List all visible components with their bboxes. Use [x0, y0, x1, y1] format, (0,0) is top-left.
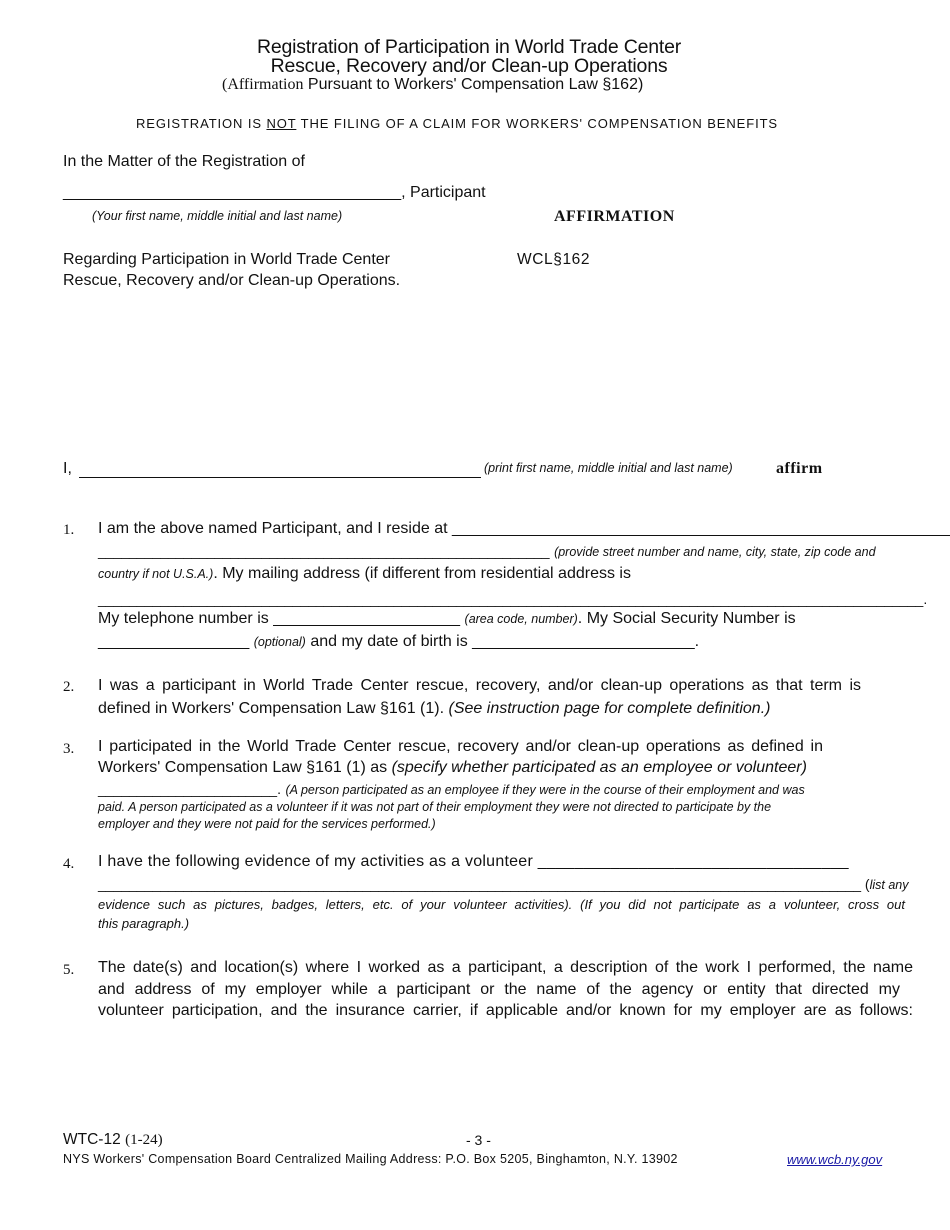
item3-line3 — [98, 781, 805, 799]
item3-employee-definition: (A person participated as an employee if they were in the course of their employment and was — [285, 783, 805, 797]
item1-ssn-field[interactable]: _________________ — [98, 633, 250, 650]
item1-number: 1. — [63, 522, 75, 538]
item1-residence-field[interactable]: I am the above named Participant, and I reside at ________________________________________________________ — [98, 520, 950, 537]
form-title-line1: Registration of Participation in World Trade Center — [256, 36, 682, 58]
notice-emphasis: NOT — [266, 116, 297, 131]
item3-specify-note: (specify whether participated as an employee or volunteer) — [391, 759, 807, 776]
item1-country-hint: country if not U.S.A.) — [98, 567, 214, 581]
item1-birthdate-field[interactable]: and my date of birth is _________________________. — [310, 633, 700, 650]
affirmation-heading: AFFIRMATION — [554, 208, 675, 225]
page-number: - 3 - — [466, 1132, 491, 1148]
item4-list-hint: list any — [869, 878, 909, 892]
item5-line3: volunteer participation, and the insurance carrier, if applicable and/or known for my employer are as follows: — [98, 1002, 913, 1019]
item4-number: 4. — [63, 856, 75, 872]
item4-evidence-field[interactable]: I have the following evidence of my activities as a volunteer __________________________________ — [98, 853, 849, 870]
form-subtitle — [222, 76, 643, 94]
subtitle-prefix: (Affirmation — [222, 76, 304, 93]
matter-label: In the Matter of the Registration of — [63, 153, 305, 170]
item5-line1: The date(s) and location(s) where I worked as a participant, a description of the work I performed, the name — [98, 959, 913, 976]
item1-mailing-label: . My mailing address (if different from residential address is — [213, 565, 631, 582]
participant-name-hint: (Your first name, middle initial and last name) — [92, 209, 343, 223]
affirm-prefix: I, — [63, 460, 72, 477]
regarding-line1: Regarding Participation in World Trade Center — [63, 251, 390, 268]
item4-cross-out-note: this paragraph.) — [98, 916, 190, 931]
regarding-line2: Rescue, Recovery and/or Clean-up Operations. — [63, 272, 401, 289]
item1-telephone-hint: (area code, number) — [464, 612, 578, 626]
item3-volunteer-definition: paid. A person participated as a volunteer if it was not part of their employment they were not directed to participate by the — [98, 800, 772, 814]
item2-instruction-note: (See instruction page for complete definition.) — [448, 700, 771, 717]
item3-line1: I participated in the World Trade Center rescue, recovery and/or clean-up operations as defined in — [98, 738, 823, 755]
item1-line5 — [98, 610, 796, 628]
item5-line2: and address of my employer while a participant or the name of the agency or entity that directed my — [98, 981, 900, 998]
form-title-line2: Rescue, Recovery and/or Clean-up Operations — [270, 55, 668, 77]
statute-reference: WCL§162 — [517, 251, 591, 268]
item3-number: 3. — [63, 741, 75, 757]
form-identifier — [63, 1131, 163, 1149]
affirmant-name-hint: (print first name, middle initial and last name) — [484, 461, 733, 475]
registration-notice — [136, 116, 778, 131]
item4-line2 — [98, 876, 909, 894]
item4-evidence-examples: evidence such as pictures, badges, letters, etc. of your volunteer activities). (If you did not participate as a volunteer, cross out — [98, 897, 905, 912]
affirm-word: affirm — [776, 460, 823, 477]
item1-ssn-label: . My Social Security Number is — [577, 610, 796, 627]
item1-mailing-address-field[interactable]: __________________________________________________________________________________________________________. — [98, 591, 928, 607]
notice-before: REGISTRATION IS — [136, 116, 262, 131]
item2-definition-text: defined in Workers' Compensation Law §161 (1). — [98, 700, 445, 717]
item2-number: 2. — [63, 679, 75, 695]
item2-line1: I was a participant in World Trade Center rescue, recovery, and/or clean-up operations as that term is — [98, 677, 861, 694]
item4-evidence-continued-field[interactable]: __________________________________________________________________________________________________ ( — [98, 876, 870, 892]
affirmant-name-field[interactable] — [79, 477, 481, 478]
item3-definition-end: employer and they were not paid for the services performed.) — [98, 817, 436, 831]
notice-after: THE FILING OF A CLAIM FOR WORKERS' COMPENSATION BENEFITS — [300, 116, 778, 131]
subtitle-rest: Pursuant to Workers' Compensation Law §162) — [307, 76, 644, 93]
item5-number: 5. — [63, 962, 75, 978]
item3-law-text: Workers' Compensation Law §161 (1) as — [98, 759, 388, 776]
form-revision: (1-24) — [125, 1132, 163, 1148]
item1-line3 — [98, 565, 631, 583]
item1-residence-continued-field[interactable]: __________________________________________________________ — [98, 543, 550, 559]
item1-telephone-field[interactable]: My telephone number is _____________________ — [98, 610, 461, 627]
participant-name-field[interactable]: ______________________________________, Participant — [63, 184, 486, 201]
footer-mailing-address: NYS Workers' Compensation Board Centralized Mailing Address: P.O. Box 5205, Binghamton, N.Y. 13902 — [63, 1152, 678, 1166]
item3-line2 — [98, 759, 807, 777]
item1-address-hint: (provide street number and name, city, state, zip code and — [554, 545, 876, 559]
item1-line2 — [98, 543, 876, 561]
item1-line6 — [98, 633, 699, 651]
form-id: WTC-12 — [63, 1131, 121, 1148]
item1-ssn-optional-hint: (optional) — [253, 635, 306, 649]
wcb-website-link[interactable]: www.wcb.ny.gov — [787, 1152, 883, 1167]
item3-participation-type-field[interactable]: _______________________. — [98, 781, 281, 797]
item2-line2 — [98, 700, 770, 718]
